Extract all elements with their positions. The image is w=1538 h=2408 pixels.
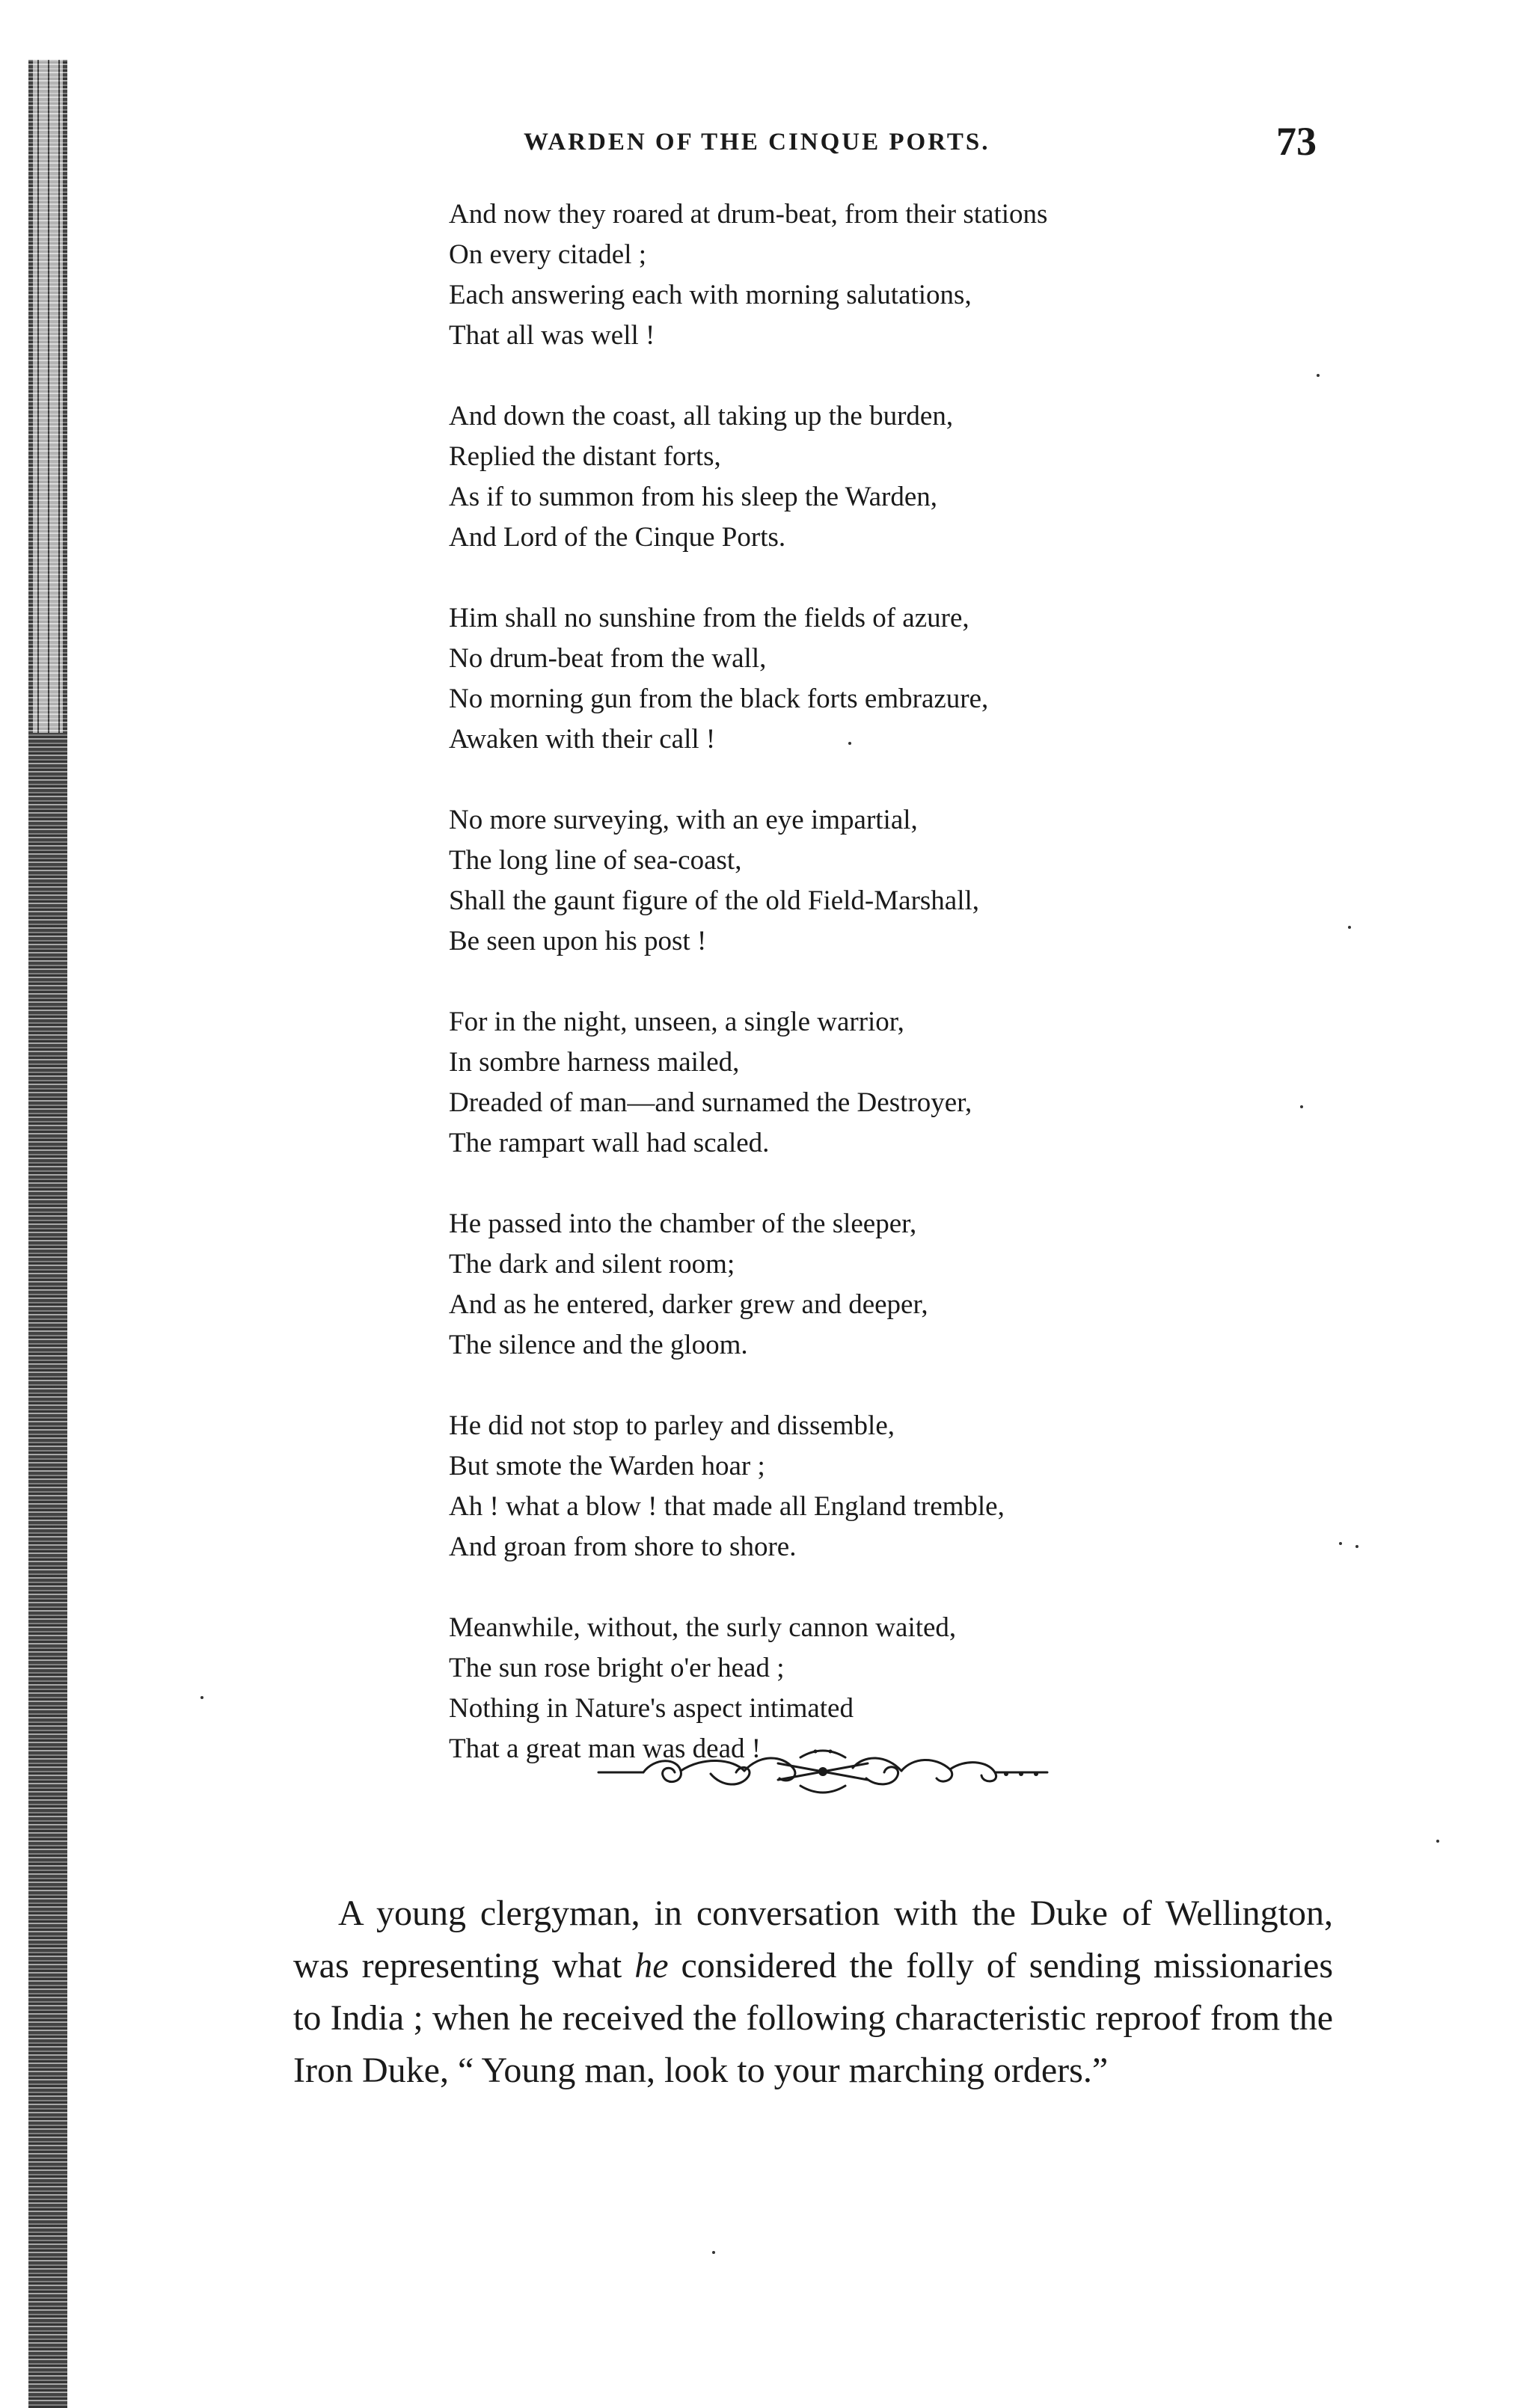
- poem: [449, 194, 1317, 1769]
- anecdote-emphasis: he: [634, 1946, 669, 1985]
- print-speck: [848, 742, 851, 745]
- poem-line: And groan from shore to shore.: [449, 1532, 797, 1562]
- running-title: WARDEN OF THE CINQUE PORTS.: [524, 129, 990, 156]
- poem-line: Nothing in Nature's aspect intimated: [449, 1693, 854, 1724]
- poem-line: No drum-beat from the wall,: [449, 643, 767, 674]
- poem-line: And down the coast, all taking up the burden,: [449, 401, 954, 431]
- anecdote-text-start: A young clergyman, in conversation with the Duke of Wellington, was representing what: [293, 1893, 1333, 1985]
- poem-line: And as he entered, darker grew and deeper,: [449, 1289, 928, 1320]
- print-speck: [200, 1696, 203, 1699]
- anecdote-paragraph: [293, 1888, 1333, 2097]
- poem-line: Replied the distant forts,: [449, 441, 721, 472]
- poem-line: Meanwhile, without, the surly cannon waited,: [449, 1612, 957, 1643]
- poem-stanza: [449, 1002, 1317, 1164]
- print-speck: [1436, 1840, 1439, 1843]
- poem-line: Each answering each with morning salutations,: [449, 280, 972, 310]
- poem-line: And now they roared at drum-beat, from their stations: [449, 199, 1048, 230]
- scroll-flourish-icon: [591, 1741, 1055, 1801]
- poem-line: Ah ! what a blow ! that made all England tremble,: [449, 1491, 1005, 1522]
- poem-line: Dreaded of man—and surnamed the Destroyer,: [449, 1087, 972, 1118]
- poem-line: Shall the gaunt figure of the old Field-Marshall,: [449, 885, 980, 916]
- print-speck: [1355, 1545, 1358, 1548]
- poem-line: The silence and the gloom.: [449, 1330, 748, 1360]
- poem-stanza: [449, 1406, 1317, 1567]
- poem-line: And Lord of the Cinque Ports.: [449, 522, 786, 553]
- poem-stanza: [449, 1204, 1317, 1366]
- anecdote-text-end: considered the folly of sending missionaries to India ; when he received the following characteristic reproof from the Iron Duke, “ Young man, look to your marching orders.”: [293, 1946, 1333, 2090]
- poem-line: He did not stop to parley and dissemble,: [449, 1410, 895, 1441]
- book-spine-shadow-top: [33, 60, 63, 733]
- poem-stanza: [449, 396, 1317, 558]
- poem-line: The sun rose bright o'er head ;: [449, 1653, 785, 1683]
- poem-line: The long line of sea-coast,: [449, 845, 742, 876]
- poem-line: But smote the Warden hoar ;: [449, 1451, 765, 1481]
- poem-line: Him shall no sunshine from the fields of azure,: [449, 603, 969, 633]
- poem-line: No more surveying, with an eye impartial,: [449, 805, 918, 835]
- poem-line: The rampart wall had scaled.: [449, 1128, 770, 1158]
- poem-line: That all was well !: [449, 320, 655, 351]
- print-speck: [1348, 926, 1351, 929]
- print-speck: [1317, 374, 1320, 377]
- poem-line: The dark and silent room;: [449, 1249, 735, 1280]
- print-speck: [1339, 1542, 1342, 1545]
- poem-stanza: [449, 800, 1317, 962]
- poem-line: As if to summon from his sleep the Warden,: [449, 482, 937, 512]
- poem-line: Be seen upon his post !: [449, 926, 707, 956]
- print-speck: [712, 2251, 715, 2254]
- poem-stanza: [449, 194, 1317, 356]
- poem-line: That a great man was dead !: [449, 1733, 762, 1764]
- poem-line: On every citadel ;: [449, 239, 647, 270]
- page-number: 73: [1276, 119, 1317, 164]
- print-speck: [1300, 1105, 1303, 1108]
- poem-stanza: [449, 598, 1317, 760]
- poem-line: Awaken with their call !: [449, 724, 716, 755]
- poem-line: He passed into the chamber of the sleeper,: [449, 1208, 917, 1239]
- poem-line: For in the night, unseen, a single warrior,: [449, 1007, 904, 1037]
- poem-line: No morning gun from the black forts embrazure,: [449, 684, 989, 714]
- poem-line: In sombre harness mailed,: [449, 1047, 740, 1078]
